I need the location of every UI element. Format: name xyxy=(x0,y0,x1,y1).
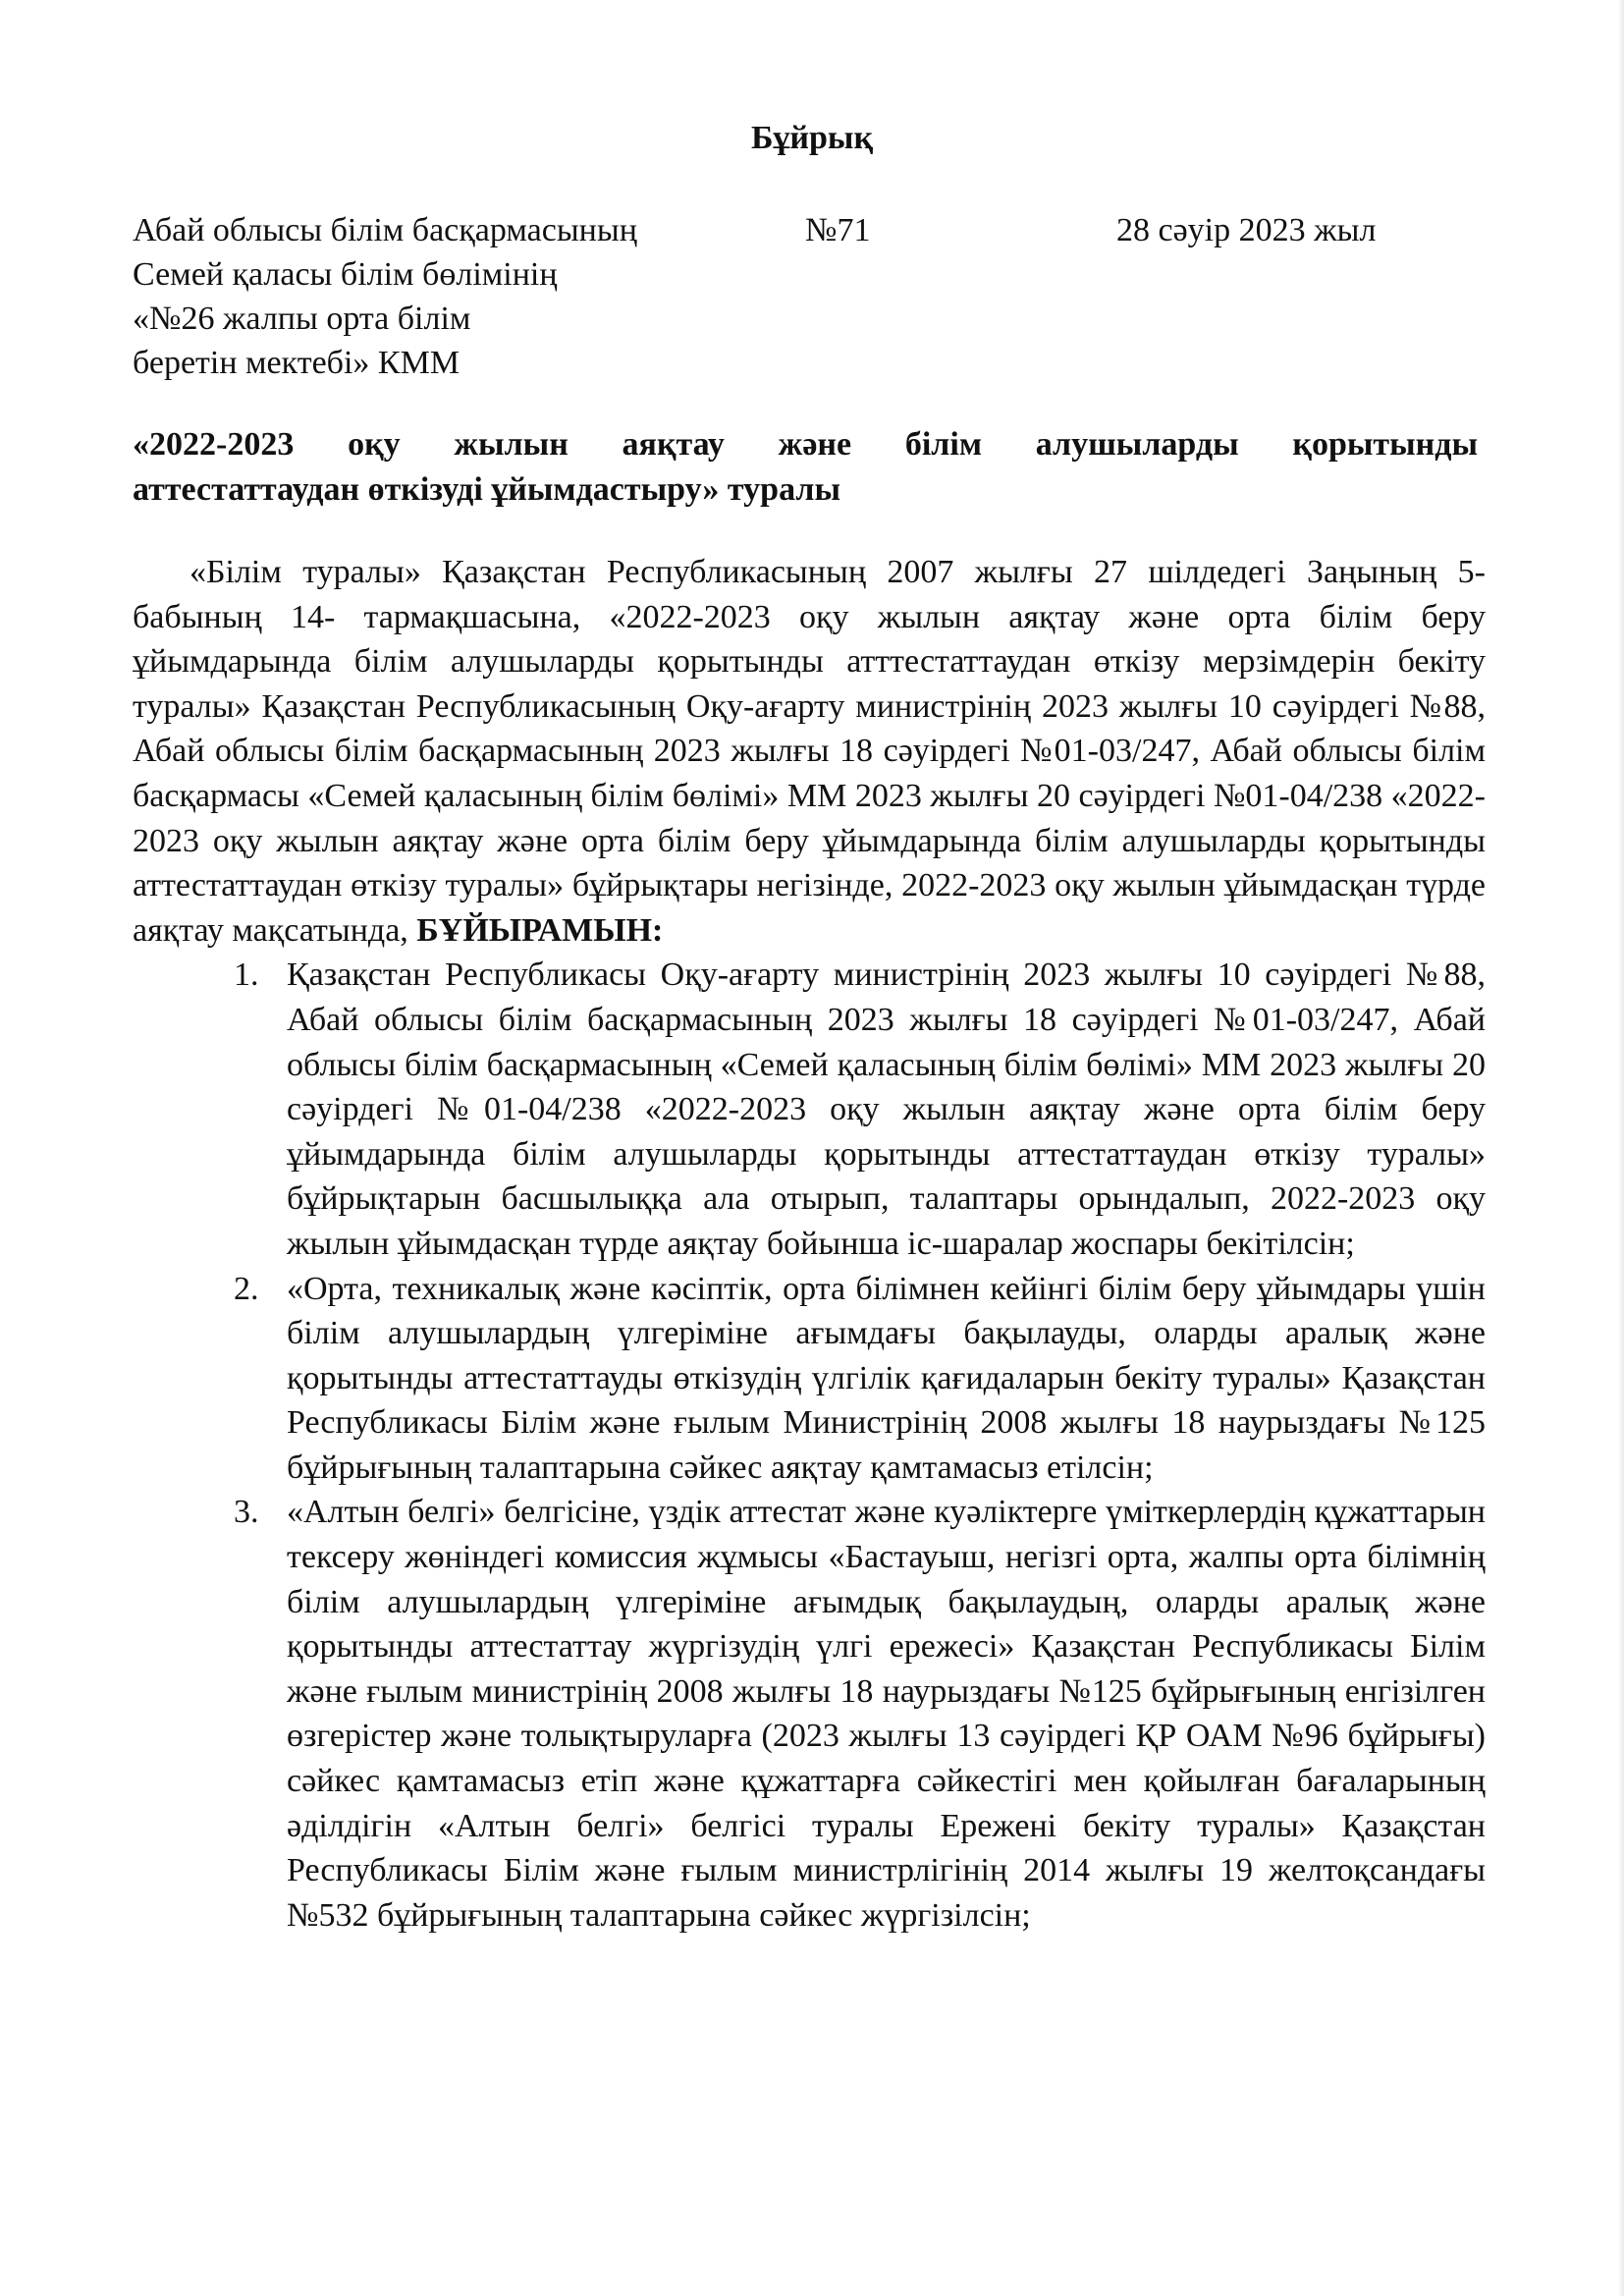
order-item-number: 2. xyxy=(234,1270,259,1307)
decree-word: БҰЙЫРАМЫН: xyxy=(416,911,664,949)
document-header xyxy=(133,208,1488,385)
order-body xyxy=(133,550,1486,1938)
order-item-number: 3. xyxy=(234,1494,259,1531)
order-item xyxy=(133,953,1486,1266)
document-title: Бұйрық xyxy=(750,120,874,156)
scan-edge-shadow xyxy=(1618,0,1624,2296)
preamble-paragraph xyxy=(133,550,1486,953)
organization-line: Абай облысы білім басқармасының xyxy=(133,212,637,248)
preamble-text: «Білім туралы» Қазақстан Республикасының 2007 жылғы 27 шілдедегі Заңының 5-бабының 14- тармақшасына, «2022-2023 оқу жылын аяқтау және орта білім беру ұйымдарында білім алушыларды қорытынды атттестаттаудан өткізу мерзімдерін бекіту туралы» Қазақстан Республикасының Оқу-ағарту министрінің 2023 жылғы 10 сәуірдегі №88, Абай облысы білім басқармасының 2023 жылғы 18 сәуірдегі №01-03/247, Абай облысы білім басқармасы «Семей қаласының білім бөлімі» ММ 2023 жылғы 20 сәуірдегі №01-04/238 «2022-2023 оқу жылын аяқтау және орта білім беру ұйымдарында білім алушыларды қорытынды аттестаттаудан өткізу туралы» бұйрықтары негізінде, 2022-2023 оқу жылын ұйымдасқан түрде аяқтау мақсатында, xyxy=(133,554,1486,949)
organization-line: беретін мектебі» КММ xyxy=(133,345,460,381)
order-item-text: «Алтын белгі» белгісіне, үздік аттестат және куәліктерге үміткерлердің құжаттарын тексеру жөніндегі комиссия жұмысы «Бастауыш, негізгі орта, жалпы орта білімнің білім алушылардың үлгеріміне ағымдық бақылаудың, оларды аралық және қорытынды аттестаттау жүргізудің үлгі ережесі» Қазақстан Республикасы Білім және ғылым министрінің 2008 жылғы 18 наурыздағы №125 бұйрығының енгізілген өзгерістер және толықтыруларға (2023 жылғы 13 сәуірдегі ҚР ОАМ №96 бұйрығы) сәйкес қамтамасыз етіп және құжаттарға сәйкестігі мен қойылған бағаларының әділдігін «Алтын белгі» белгісі туралы Ережені бекіту туралы» Қазақстан Республикасы Білім және ғылым министрлігінің 2014 жылғы 19 желтоқсандағы №532 бұйрығының талаптарына сәйкес жүргізілсін; xyxy=(287,1494,1486,1934)
order-subject xyxy=(133,422,1478,513)
order-item-text: «Орта, техникалық және кәсіптік, орта білімнен кейінгі білім беру ұйымдары үшін білім алушылардың үлгеріміне ағымдағы бақылауды, оларды аралық және қорытынды аттестаттауды өткізудің үлгілік қағидаларын бекіту туралы» Қазақстан Республикасы Білім және ғылым Министрінің 2008 жылғы 18 наурыздағы №125 бұйрығының талаптарына сәйкес аяқтау қамтамасыз етілсін; xyxy=(287,1270,1486,1486)
order-item-number: 1. xyxy=(234,957,259,994)
order-date: 28 сәуір 2023 жыл xyxy=(1116,212,1377,248)
subject-line: «2022-2023 оқу жылын аяқтау және білім алушыларды қорытынды xyxy=(133,426,1478,463)
organization-line: Семей қаласы білім бөлімінің xyxy=(133,256,558,293)
order-item xyxy=(133,1267,1486,1491)
order-item xyxy=(133,1490,1486,1938)
order-items-list xyxy=(133,953,1486,1938)
order-item-text: Қазақстан Республикасы Оқу-ағарту министрінің 2023 жылғы 10 сәуірдегі №88, Абай облысы білім басқармасының 2023 жылғы 18 сәуірдегі №01-03/247, Абай облысы білім басқармасының «Семей қаласының білім бөлімі» ММ 2023 жылғы 20 сәуірдегі №01-04/238 «2022-2023 оқу жылын аяқтау және орта білім беру ұйымдарында білім алушыларды қорытынды аттестаттаудан өткізу туралы» бұйрықтарын басшылыққа ала отырып, талаптары орындалып, 2022-2023 оқу жылын ұйымдасқан түрде аяқтау бойынша іс-шаралар жоспары бекітілсін; xyxy=(287,957,1486,1262)
organization-line: «№26 жалпы орта білім xyxy=(133,301,471,337)
subject-line: аттестаттаудан өткізуді ұйымдастыру» туралы xyxy=(133,471,841,508)
order-number: №71 xyxy=(805,212,871,248)
